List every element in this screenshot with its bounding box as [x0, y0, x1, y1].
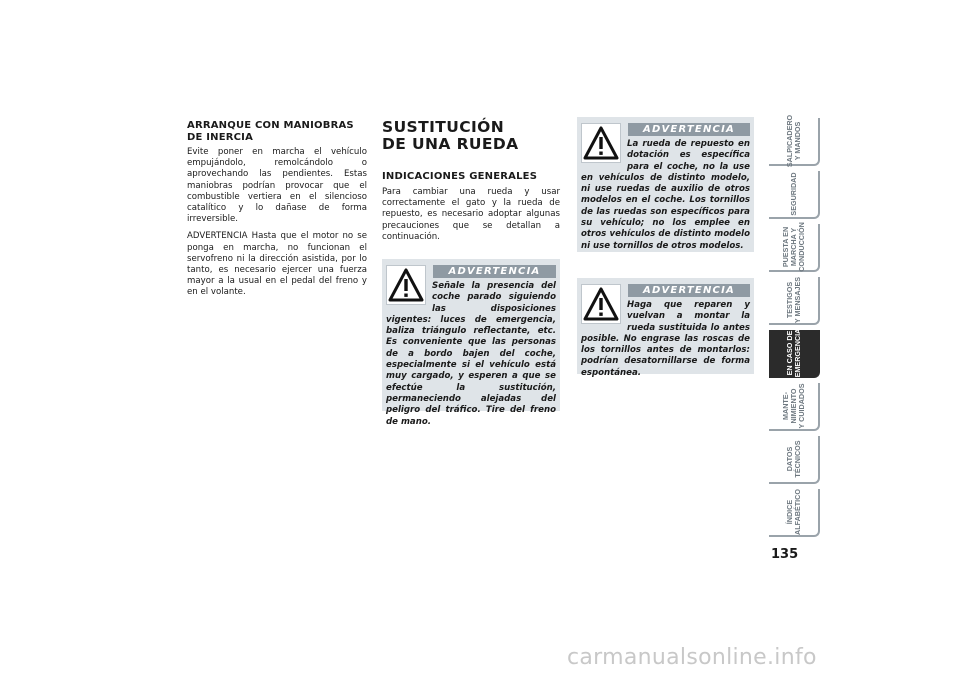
tab-label: DATOS TÉCNICOS: [784, 440, 802, 478]
tab-seguridad[interactable]: [769, 171, 820, 219]
tab-mantenimiento[interactable]: [769, 383, 820, 431]
warning-label: ADVERTENCIA: [628, 123, 750, 136]
column-wheel-change: [382, 117, 560, 249]
paragraph-advertencia-inline: ADVERTENCIA Hasta que el motor no se ponga en marcha, no funcionan el servofreno ni la dirección asistida, por lo tanto, es necesario ejercer una fuerza mayor a la usual en el pedal del freno y en el volante.: [187, 231, 367, 298]
tab-label: PUESTA EN MARCHA Y CONDUCCIÓN: [780, 222, 806, 272]
tab-puesta-en-marcha[interactable]: [769, 224, 820, 272]
section-title-line2: DE UNA RUEDA: [382, 135, 519, 153]
tab-label: TESTIGOS Y MENSAJES: [784, 276, 802, 324]
warning-text: La rueda de repuesto en dotación es específica para el coche, no la use en vehículos de distinto modelo, ni use ruedas de auxilio de otros modelos en el coche. Los tornillos de las ruedas son específicos para su vehículo; no los emplee en otros vehículos de distinto modelo ni use tornillos de otros modelos.: [581, 139, 750, 251]
tab-label: EN CASO DE EMERGENCIA: [784, 328, 802, 378]
warning-triangle-icon: [386, 265, 426, 305]
warning-label: ADVERTENCIA: [433, 265, 556, 278]
heading-push-start: ARRANQUE CON MANIOBRAS DE INERCIA: [187, 120, 354, 143]
tab-datos-tecnicos[interactable]: [769, 436, 820, 484]
section-title-line1: SUSTITUCIÓN: [382, 118, 505, 136]
warning-box-signal: [382, 259, 560, 427]
warning-text: Señale la presencia del coche parado siguiendo las disposiciones vigentes: luces de emergencia, baliza triángulo reflectante, etc. Es conveniente que las personas de a bordo bajen del coche, especialmente si el vehículo está muy cargado, y esperen a que se efectúe la sustitución, permaneciendo alejadas del peligro del tráfico. Tire del freno de mano.: [386, 281, 556, 427]
tab-emergencia[interactable]: [769, 330, 820, 378]
tab-label: SALPICADERO Y MANDOS: [784, 114, 802, 168]
warning-box-spare-wheel: [577, 117, 754, 252]
watermark: carmanualsonline.info: [567, 645, 817, 670]
paragraph-general: Para cambiar una rueda y usar correctamente el gato y la rueda de repuesto, es necesario adoptar algunas precauciones que se detallan a continuación.: [382, 187, 560, 242]
warning-box-repair-wheel: [577, 278, 754, 378]
paragraph-push-start: Evite poner en marcha el vehículo empujándolo, remolcándolo o aprovechando las pendientes. Estas maniobras podrían provocar que el combustible vertiera en el silencioso catalítico y lo dañase de forma irreversible.: [187, 147, 367, 225]
tab-testigos[interactable]: [769, 277, 820, 325]
tab-label: SEGURIDAD: [788, 172, 798, 216]
warning-text: Haga que reparen y vuelvan a montar la rueda sustituida lo antes posible. No engrase las roscas de los tornillos antes de montarlos: podrían desatornillarse de forma espontánea.: [581, 300, 750, 378]
column-engine-start: [187, 120, 367, 305]
warning-label: ADVERTENCIA: [628, 284, 750, 297]
tab-indice[interactable]: [769, 489, 820, 537]
warning-triangle-icon: [581, 123, 621, 163]
tab-label: ÍNDICE ALFABÉTICO: [784, 489, 802, 535]
section-title: [382, 119, 560, 153]
subheading-general: INDICACIONES GENERALES: [382, 171, 538, 182]
warning-triangle-icon: [581, 284, 621, 324]
page-number: 135: [771, 547, 799, 562]
tab-salpicadero[interactable]: [769, 114, 820, 168]
tab-label: MANTE- NIMIENTO Y CUIDADOS: [780, 383, 806, 429]
